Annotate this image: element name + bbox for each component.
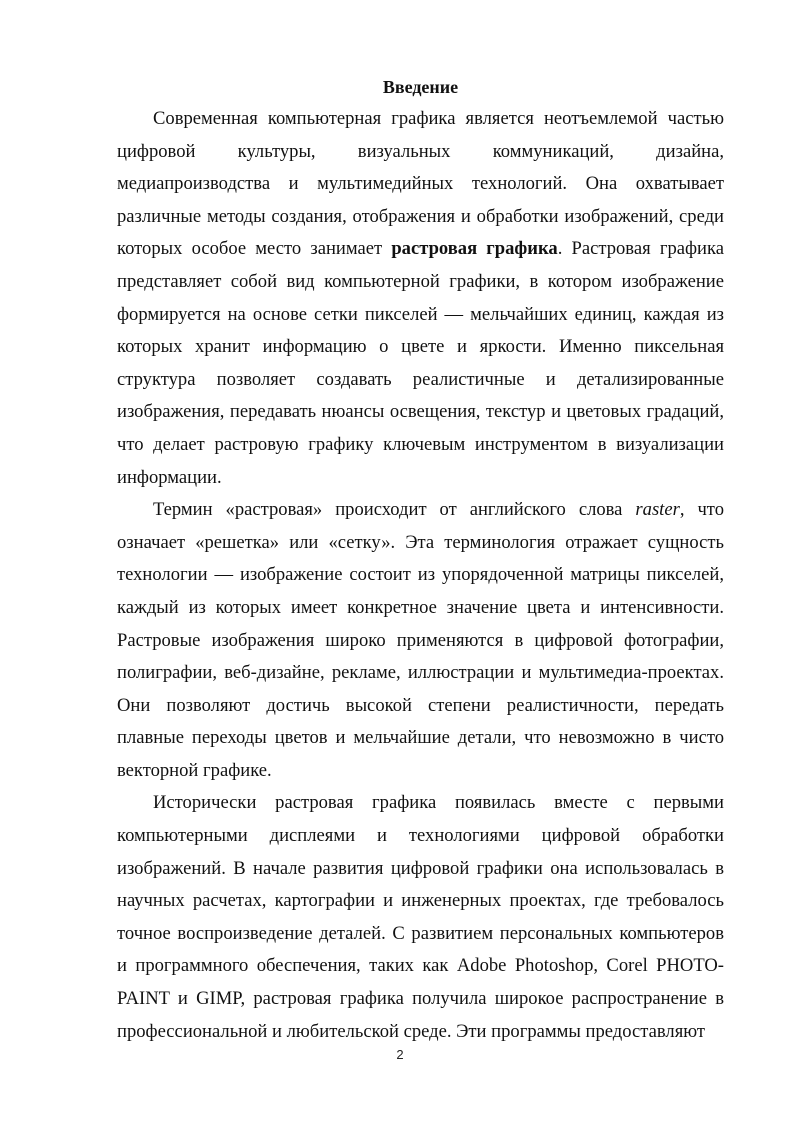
paragraph-3: Исторически растровая графика появилась вместе с первыми компьютерными дисплеями и технологиями цифровой обработки изображений. В начале развития цифровой графики она использовалась в научных расчетах, картографии и инженерных проектах, где требовалось точное воспроизведение деталей. С развитием персональных компьютеров и программного обеспечения, таких как Adobe Photoshop, Corel PHOTO-PAINT и GIMP, растровая графика получила широкое распространение в профессиональной и любительской среде. Эти программы предоставляют: [117, 792, 724, 1042]
paragraph-2-text-a: Термин «растровая» происходит от английского слова: [153, 499, 636, 521]
paragraph-1-bold-term: растровая графика: [391, 238, 558, 260]
section-title: Введение: [382, 77, 459, 97]
paragraph-2-italic-term: raster: [635, 499, 680, 521]
paragraph-2: [117, 494, 724, 787]
page-number: 2: [396, 1047, 404, 1062]
paragraph-1-text-b: . Растровая графика представляет собой вид компьютерной графики, в котором изображение формируется на основе сетки пикселей — мельчайших единиц, каждая из которых хранит информацию о цвете и яркости. Именно пиксельная структура позволяет создавать реалистичные и детализированные изображения, передавать нюансы освещения, текстур и цветовых градаций, что делает растровую графику ключевым инструментом в визуализации информации.: [117, 238, 724, 488]
paragraph-1: [117, 103, 724, 494]
paragraph-2-text-b: , что означает «решетка» или «сетку». Эта терминология отражает сущность технологии — изображение состоит из упорядоченной матрицы пикселей, каждый из которых имеет конкретное значение цвета и интенсивности. Растровые изображения широко применяются в цифровой фотографии, полиграфии, веб-дизайне, рекламе, иллюстрации и мультимедиа-проектах. Они позволяют достичь высокой степени реалистичности, передать плавные переходы цветов и мельчайшие детали, что невозможно в чисто векторной графике.: [117, 499, 724, 781]
paragraph-1-text-a: Современная компьютерная графика является неотъемлемой частью цифровой культуры, визуальных коммуникаций, дизайна, медиапроизводства и мультимедийных технологий. Она охватывает различные методы создания, отображения и обработки изображений, среди которых особое место занимает: [117, 108, 724, 260]
document-page: [117, 74, 724, 1048]
